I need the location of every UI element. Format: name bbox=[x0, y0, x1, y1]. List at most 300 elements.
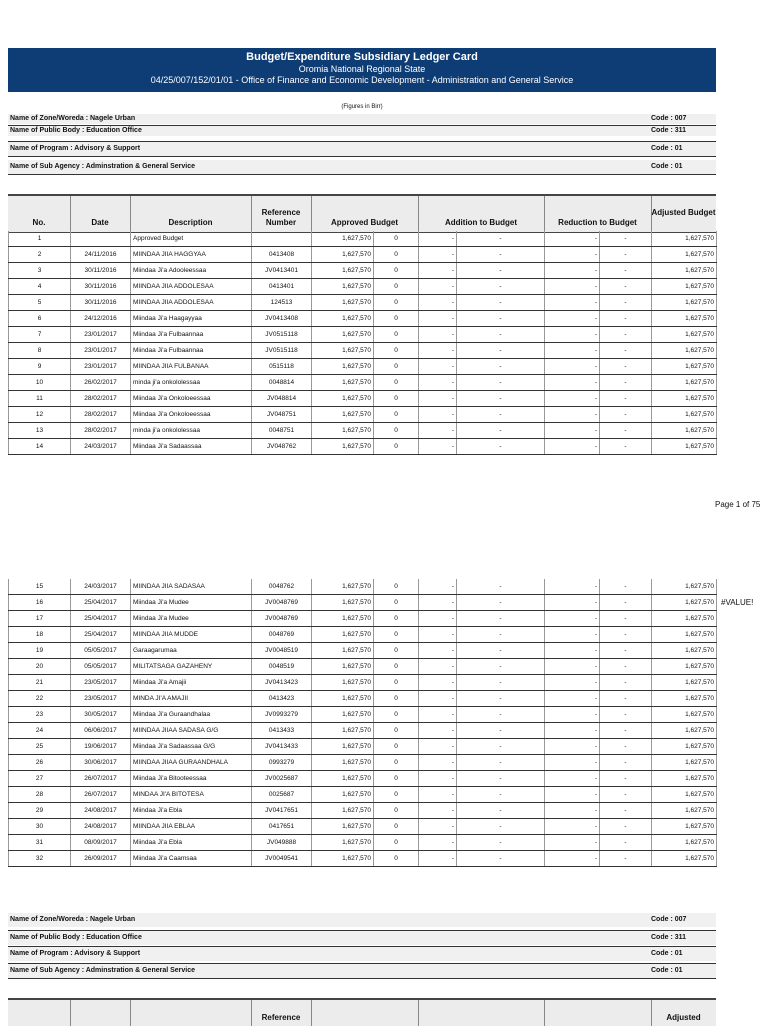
row-addition-extra: - bbox=[457, 643, 545, 659]
row-approved: 1,627,570 bbox=[312, 851, 374, 867]
row-addition: - bbox=[419, 787, 457, 803]
row-reduction-extra: - bbox=[600, 391, 652, 407]
row-description: Miindaa Ji'a Bitooteessaa bbox=[131, 771, 252, 787]
row-addition: - bbox=[419, 327, 457, 343]
table-row bbox=[9, 691, 717, 707]
row-reduction: - bbox=[545, 659, 600, 675]
table-row bbox=[9, 263, 717, 279]
row-reduction: - bbox=[545, 819, 600, 835]
row-approved: 1,627,570 bbox=[312, 343, 374, 359]
row-adjusted: 1,627,570 bbox=[652, 659, 717, 675]
row-adjusted: 1,627,570 bbox=[652, 247, 717, 263]
row-no: 17 bbox=[9, 611, 71, 627]
table-row bbox=[9, 579, 717, 595]
row-approved: 1,627,570 bbox=[312, 803, 374, 819]
info2-body-code: Code : 311 bbox=[651, 934, 687, 941]
row-reference: JV0993279 bbox=[252, 707, 312, 723]
row-description: MIINDAA JIIAA SADASA G/G bbox=[131, 723, 252, 739]
table-row bbox=[9, 819, 717, 835]
row-description: Miindaa Ji'a Sadaassaa bbox=[131, 439, 252, 455]
row-date: 26/09/2017 bbox=[71, 851, 131, 867]
row-reduction-extra: - bbox=[600, 263, 652, 279]
row-approved-extra: 0 bbox=[374, 311, 419, 327]
row-reduction: - bbox=[545, 835, 600, 851]
row-reduction-extra: - bbox=[600, 643, 652, 659]
row-description: MIINDAA JIIA HAGGYAA bbox=[131, 247, 252, 263]
row-approved-extra: 0 bbox=[374, 627, 419, 643]
row-approved: 1,627,570 bbox=[312, 423, 374, 439]
info-subagency-label: Name of Sub Agency : Adminstration & General Service bbox=[10, 163, 196, 170]
row-adjusted: 1,627,570 bbox=[652, 627, 717, 643]
row-addition-extra: - bbox=[457, 723, 545, 739]
row-no: 15 bbox=[9, 579, 71, 595]
row-adjusted: 1,627,570 bbox=[652, 851, 717, 867]
row-reduction-extra: - bbox=[600, 311, 652, 327]
row-approved-extra: 0 bbox=[374, 723, 419, 739]
row-description: minda ji'a onkololessaa bbox=[131, 375, 252, 391]
row-date: 24/11/2016 bbox=[71, 247, 131, 263]
row-reference: 0993279 bbox=[252, 755, 312, 771]
row-description: Miindaa Ji'a Ebla bbox=[131, 803, 252, 819]
row-approved: 1,627,570 bbox=[312, 691, 374, 707]
row-reduction-extra: - bbox=[600, 343, 652, 359]
row-reference bbox=[252, 231, 312, 247]
table-row bbox=[9, 803, 717, 819]
row-no: 23 bbox=[9, 707, 71, 723]
row-date: 24/12/2016 bbox=[71, 311, 131, 327]
row-reduction-extra: - bbox=[600, 803, 652, 819]
row-addition-extra: - bbox=[457, 375, 545, 391]
row-approved-extra: 0 bbox=[374, 407, 419, 423]
row-reduction: - bbox=[545, 359, 600, 375]
row-description: Miindaa Ji'a Onkoloeessaa bbox=[131, 407, 252, 423]
report-header bbox=[8, 48, 716, 92]
ledger-table-page2 bbox=[8, 579, 717, 867]
row-no: 6 bbox=[9, 311, 71, 327]
row-date: 30/11/2016 bbox=[71, 263, 131, 279]
row-adjusted: 1,627,570 bbox=[652, 707, 717, 723]
info-zone-label: Name of Zone/Woreda : Nagele Urban bbox=[10, 115, 136, 122]
table-row bbox=[9, 407, 717, 423]
row-date: 25/04/2017 bbox=[71, 627, 131, 643]
row-no: 27 bbox=[9, 771, 71, 787]
row-no: 26 bbox=[9, 755, 71, 771]
table-row bbox=[9, 771, 717, 787]
row-reduction-extra: - bbox=[600, 627, 652, 643]
row-reference: JV0048769 bbox=[252, 595, 312, 611]
row-date: 23/05/2017 bbox=[71, 691, 131, 707]
row-no: 1 bbox=[9, 231, 71, 247]
row-date: 24/08/2017 bbox=[71, 803, 131, 819]
row-no: 19 bbox=[9, 643, 71, 659]
row-approved-extra: 0 bbox=[374, 803, 419, 819]
row-addition: - bbox=[419, 707, 457, 723]
row-reduction: - bbox=[545, 391, 600, 407]
row-addition-extra: - bbox=[457, 295, 545, 311]
col-addition: Addition to Budget bbox=[445, 218, 517, 227]
row-reduction: - bbox=[545, 311, 600, 327]
row-approved-extra: 0 bbox=[374, 263, 419, 279]
row-reduction-extra: - bbox=[600, 675, 652, 691]
row-addition: - bbox=[419, 611, 457, 627]
row-addition-extra: - bbox=[457, 627, 545, 643]
row-approved-extra: 0 bbox=[374, 423, 419, 439]
row-reference: JV0049541 bbox=[252, 851, 312, 867]
row-description: Miindaa Ji'a Mudee bbox=[131, 611, 252, 627]
row-addition-extra: - bbox=[457, 691, 545, 707]
row-reference: JV0048519 bbox=[252, 643, 312, 659]
info2-body-row bbox=[8, 930, 716, 945]
row-adjusted: 1,627,570 bbox=[652, 803, 717, 819]
col-description: Description bbox=[168, 218, 213, 227]
row-reduction: - bbox=[545, 755, 600, 771]
row-approved-extra: 0 bbox=[374, 391, 419, 407]
row-no: 31 bbox=[9, 835, 71, 851]
row-date: 28/02/2017 bbox=[71, 423, 131, 439]
row-reduction: - bbox=[545, 375, 600, 391]
table-row bbox=[9, 311, 717, 327]
row-reduction-extra: - bbox=[600, 327, 652, 343]
row-description: Miindaa Ji'a Fulbaannaa bbox=[131, 327, 252, 343]
row-reduction-extra: - bbox=[600, 423, 652, 439]
row-addition-extra: - bbox=[457, 407, 545, 423]
row-addition-extra: - bbox=[457, 707, 545, 723]
row-approved: 1,627,570 bbox=[312, 391, 374, 407]
row-addition: - bbox=[419, 643, 457, 659]
info2-subagency-code: Code : 01 bbox=[651, 967, 683, 974]
info-program-code: Code : 01 bbox=[651, 145, 683, 152]
row-addition: - bbox=[419, 359, 457, 375]
table-row bbox=[9, 279, 717, 295]
row-no: 24 bbox=[9, 723, 71, 739]
row-approved-extra: 0 bbox=[374, 643, 419, 659]
row-no: 12 bbox=[9, 407, 71, 423]
info-zone-code: Code : 007 bbox=[651, 115, 687, 122]
info2-subagency-row bbox=[8, 963, 716, 979]
row-approved-extra: 0 bbox=[374, 375, 419, 391]
row-adjusted: 1,627,570 bbox=[652, 771, 717, 787]
row-description: MILITATSAGA GAZAHENY bbox=[131, 659, 252, 675]
row-adjusted: 1,627,570 bbox=[652, 423, 717, 439]
row-addition: - bbox=[419, 723, 457, 739]
row-no: 7 bbox=[9, 327, 71, 343]
row-approved: 1,627,570 bbox=[312, 643, 374, 659]
row-reduction: - bbox=[545, 579, 600, 595]
col2-adjusted: Adjusted bbox=[666, 1013, 701, 1022]
row-date bbox=[71, 231, 131, 247]
row-reduction: - bbox=[545, 691, 600, 707]
table-row bbox=[9, 851, 717, 867]
row-date: 30/11/2016 bbox=[71, 279, 131, 295]
row-reduction: - bbox=[545, 423, 600, 439]
row-description: Miindaa Ji'a Fulbaannaa bbox=[131, 343, 252, 359]
row-reduction-extra: - bbox=[600, 579, 652, 595]
row-date: 30/11/2016 bbox=[71, 295, 131, 311]
row-reference: JV0048769 bbox=[252, 611, 312, 627]
row-approved: 1,627,570 bbox=[312, 787, 374, 803]
row-approved: 1,627,570 bbox=[312, 279, 374, 295]
row-description: MIINDAA JIIA SADASAA bbox=[131, 579, 252, 595]
row-description: Miindaa Ji'a Amajii bbox=[131, 675, 252, 691]
row-date: 23/01/2017 bbox=[71, 359, 131, 375]
row-reduction: - bbox=[545, 851, 600, 867]
info2-zone-row bbox=[8, 913, 716, 927]
row-addition-extra: - bbox=[457, 231, 545, 247]
row-addition: - bbox=[419, 579, 457, 595]
row-approved-extra: 0 bbox=[374, 611, 419, 627]
row-reduction-extra: - bbox=[600, 835, 652, 851]
row-description: MIINDAA JIIA ADDOLESAA bbox=[131, 279, 252, 295]
row-date: 05/05/2017 bbox=[71, 643, 131, 659]
row-description: MIINDAA JIIA ADDOLESAA bbox=[131, 295, 252, 311]
row-reduction-extra: - bbox=[600, 611, 652, 627]
row-reduction-extra: - bbox=[600, 707, 652, 723]
row-approved: 1,627,570 bbox=[312, 819, 374, 835]
col2-reference: Reference bbox=[261, 1013, 301, 1022]
row-approved: 1,627,570 bbox=[312, 755, 374, 771]
row-addition: - bbox=[419, 247, 457, 263]
row-approved: 1,627,570 bbox=[312, 579, 374, 595]
row-reduction-extra: - bbox=[600, 691, 652, 707]
row-addition-extra: - bbox=[457, 819, 545, 835]
row-reduction-extra: - bbox=[600, 279, 652, 295]
row-addition: - bbox=[419, 691, 457, 707]
table-row bbox=[9, 755, 717, 771]
info-body-code: Code : 311 bbox=[651, 127, 687, 134]
page-number: Page 1 of 75 bbox=[715, 500, 761, 509]
row-approved: 1,627,570 bbox=[312, 659, 374, 675]
row-approved: 1,627,570 bbox=[312, 771, 374, 787]
table-row bbox=[9, 643, 717, 659]
row-addition: - bbox=[419, 391, 457, 407]
row-addition-extra: - bbox=[457, 423, 545, 439]
row-approved: 1,627,570 bbox=[312, 439, 374, 455]
row-addition: - bbox=[419, 407, 457, 423]
ledger-table-page1 bbox=[8, 231, 717, 455]
row-reference: JV0413433 bbox=[252, 739, 312, 755]
row-no: 25 bbox=[9, 739, 71, 755]
row-date: 19/06/2017 bbox=[71, 739, 131, 755]
info-subagency-row bbox=[8, 160, 716, 175]
row-reduction: - bbox=[545, 407, 600, 423]
row-approved: 1,627,570 bbox=[312, 675, 374, 691]
row-no: 29 bbox=[9, 803, 71, 819]
info2-body-label: Name of Public Body : Education Office bbox=[10, 934, 142, 941]
row-approved: 1,627,570 bbox=[312, 707, 374, 723]
row-adjusted: 1,627,570 bbox=[652, 279, 717, 295]
row-reduction: - bbox=[545, 627, 600, 643]
row-approved-extra: 0 bbox=[374, 295, 419, 311]
row-approved: 1,627,570 bbox=[312, 263, 374, 279]
row-adjusted: 1,627,570 bbox=[652, 263, 717, 279]
row-adjusted: 1,627,570 bbox=[652, 311, 717, 327]
row-approved: 1,627,570 bbox=[312, 375, 374, 391]
row-reduction: - bbox=[545, 279, 600, 295]
row-reference: 124513 bbox=[252, 295, 312, 311]
row-adjusted: 1,627,570 bbox=[652, 691, 717, 707]
row-reduction-extra: - bbox=[600, 755, 652, 771]
row-addition-extra: - bbox=[457, 611, 545, 627]
row-reduction: - bbox=[545, 675, 600, 691]
row-reduction-extra: - bbox=[600, 595, 652, 611]
row-date: 28/02/2017 bbox=[71, 391, 131, 407]
row-approved: 1,627,570 bbox=[312, 359, 374, 375]
table-row bbox=[9, 375, 717, 391]
row-addition-extra: - bbox=[457, 311, 545, 327]
info2-zone-label: Name of Zone/Woreda : Nagele Urban bbox=[10, 916, 136, 923]
row-reference: JV0515118 bbox=[252, 327, 312, 343]
row-adjusted: 1,627,570 bbox=[652, 359, 717, 375]
row-addition: - bbox=[419, 803, 457, 819]
info-program-label: Name of Program : Advisory & Support bbox=[10, 145, 141, 152]
row-reference: 0048519 bbox=[252, 659, 312, 675]
row-no: 2 bbox=[9, 247, 71, 263]
row-date: 23/01/2017 bbox=[71, 327, 131, 343]
row-description: Miindaa Ji'a Sadaassaa G/G bbox=[131, 739, 252, 755]
row-addition: - bbox=[419, 835, 457, 851]
row-addition-extra: - bbox=[457, 439, 545, 455]
row-reference: 0515118 bbox=[252, 359, 312, 375]
row-approved-extra: 0 bbox=[374, 595, 419, 611]
col-no: No. bbox=[32, 218, 46, 227]
row-approved: 1,627,570 bbox=[312, 611, 374, 627]
row-reduction: - bbox=[545, 739, 600, 755]
row-adjusted: 1,627,570 bbox=[652, 407, 717, 423]
row-description: Miindaa Ji'a Onkoloeessaa bbox=[131, 391, 252, 407]
row-approved-extra: 0 bbox=[374, 279, 419, 295]
table-row bbox=[9, 247, 717, 263]
row-approved-extra: 0 bbox=[374, 327, 419, 343]
row-addition: - bbox=[419, 595, 457, 611]
row-no: 11 bbox=[9, 391, 71, 407]
row-date: 30/05/2017 bbox=[71, 707, 131, 723]
table-row bbox=[9, 231, 717, 247]
row-reduction: - bbox=[545, 723, 600, 739]
row-no: 28 bbox=[9, 787, 71, 803]
row-adjusted: 1,627,570 bbox=[652, 755, 717, 771]
ledger-table-header-page2 bbox=[8, 998, 716, 1026]
row-adjusted: 1,627,570 bbox=[652, 675, 717, 691]
row-reference: 0048814 bbox=[252, 375, 312, 391]
info-subagency-code: Code : 01 bbox=[651, 163, 683, 170]
col-reference: Reference Number bbox=[261, 208, 301, 227]
row-date: 24/03/2017 bbox=[71, 579, 131, 595]
row-approved: 1,627,570 bbox=[312, 739, 374, 755]
table-row bbox=[9, 627, 717, 643]
row-addition-extra: - bbox=[457, 247, 545, 263]
row-no: 9 bbox=[9, 359, 71, 375]
info-program-row bbox=[8, 141, 716, 157]
report-title: Budget/Expenditure Subsidiary Ledger Card bbox=[246, 51, 478, 63]
row-reduction: - bbox=[545, 263, 600, 279]
row-adjusted: 1,627,570 bbox=[652, 343, 717, 359]
row-reduction-extra: - bbox=[600, 247, 652, 263]
figures-note: (Figures in Birr) bbox=[341, 104, 383, 110]
row-addition: - bbox=[419, 659, 457, 675]
info2-program-label: Name of Program : Advisory & Support bbox=[10, 950, 141, 957]
row-adjusted: 1,627,570 bbox=[652, 723, 717, 739]
row-reference: JV048762 bbox=[252, 439, 312, 455]
row-no: 5 bbox=[9, 295, 71, 311]
row-reduction: - bbox=[545, 439, 600, 455]
row-adjusted: 1,627,570 bbox=[652, 439, 717, 455]
row-date: 24/08/2017 bbox=[71, 819, 131, 835]
row-reference: JV048751 bbox=[252, 407, 312, 423]
report-office-line: 04/25/007/152/01/01 - Office of Finance and Economic Development - Administration and General Service bbox=[150, 75, 574, 85]
row-reference: 0413401 bbox=[252, 279, 312, 295]
row-addition-extra: - bbox=[457, 595, 545, 611]
row-reference: JV0515118 bbox=[252, 343, 312, 359]
row-approved: 1,627,570 bbox=[312, 231, 374, 247]
row-date: 06/06/2017 bbox=[71, 723, 131, 739]
row-addition: - bbox=[419, 675, 457, 691]
row-approved-extra: 0 bbox=[374, 835, 419, 851]
row-addition: - bbox=[419, 755, 457, 771]
info2-zone-code: Code : 007 bbox=[651, 916, 687, 923]
row-date: 28/02/2017 bbox=[71, 407, 131, 423]
row-reference: 0413408 bbox=[252, 247, 312, 263]
row-approved: 1,627,570 bbox=[312, 247, 374, 263]
row-no: 21 bbox=[9, 675, 71, 691]
info-body-label: Name of Public Body : Education Office bbox=[10, 127, 142, 134]
row-description: Garaagarumaa bbox=[131, 643, 252, 659]
row-reference: JV048814 bbox=[252, 391, 312, 407]
row-addition-extra: - bbox=[457, 787, 545, 803]
row-addition-extra: - bbox=[457, 803, 545, 819]
row-adjusted: 1,627,570 bbox=[652, 595, 717, 611]
info-zone-row bbox=[8, 114, 716, 124]
row-adjusted: 1,627,570 bbox=[652, 739, 717, 755]
row-description: minda ji'a onkololessaa bbox=[131, 423, 252, 439]
row-reference: 0048751 bbox=[252, 423, 312, 439]
row-reduction-extra: - bbox=[600, 739, 652, 755]
row-date: 26/07/2017 bbox=[71, 787, 131, 803]
row-date: 30/06/2017 bbox=[71, 755, 131, 771]
row-addition: - bbox=[419, 739, 457, 755]
row-adjusted: 1,627,570 bbox=[652, 643, 717, 659]
row-reduction: - bbox=[545, 787, 600, 803]
row-description: Approved Budget bbox=[131, 231, 252, 247]
row-reference: JV0413401 bbox=[252, 263, 312, 279]
row-reduction: - bbox=[545, 803, 600, 819]
info-body-row bbox=[8, 125, 716, 136]
row-reduction-extra: - bbox=[600, 295, 652, 311]
row-no: 13 bbox=[9, 423, 71, 439]
row-reduction: - bbox=[545, 327, 600, 343]
row-reduction-extra: - bbox=[600, 659, 652, 675]
row-no: 32 bbox=[9, 851, 71, 867]
row-addition: - bbox=[419, 627, 457, 643]
row-reference: 0413433 bbox=[252, 723, 312, 739]
row-addition-extra: - bbox=[457, 343, 545, 359]
row-approved: 1,627,570 bbox=[312, 723, 374, 739]
row-reduction-extra: - bbox=[600, 851, 652, 867]
row-no: 20 bbox=[9, 659, 71, 675]
row-adjusted: 1,627,570 bbox=[652, 231, 717, 247]
col-reduction: Reduction to Budget bbox=[558, 218, 637, 227]
row-reduction-extra: - bbox=[600, 407, 652, 423]
info2-program-code: Code : 01 bbox=[651, 950, 683, 957]
row-addition-extra: - bbox=[457, 755, 545, 771]
table-row bbox=[9, 659, 717, 675]
info2-program-row bbox=[8, 946, 716, 961]
row-reduction: - bbox=[545, 611, 600, 627]
row-adjusted: 1,627,570 bbox=[652, 327, 717, 343]
row-reduction-extra: - bbox=[600, 439, 652, 455]
row-approved-extra: 0 bbox=[374, 819, 419, 835]
row-approved: 1,627,570 bbox=[312, 835, 374, 851]
row-reduction-extra: - bbox=[600, 375, 652, 391]
